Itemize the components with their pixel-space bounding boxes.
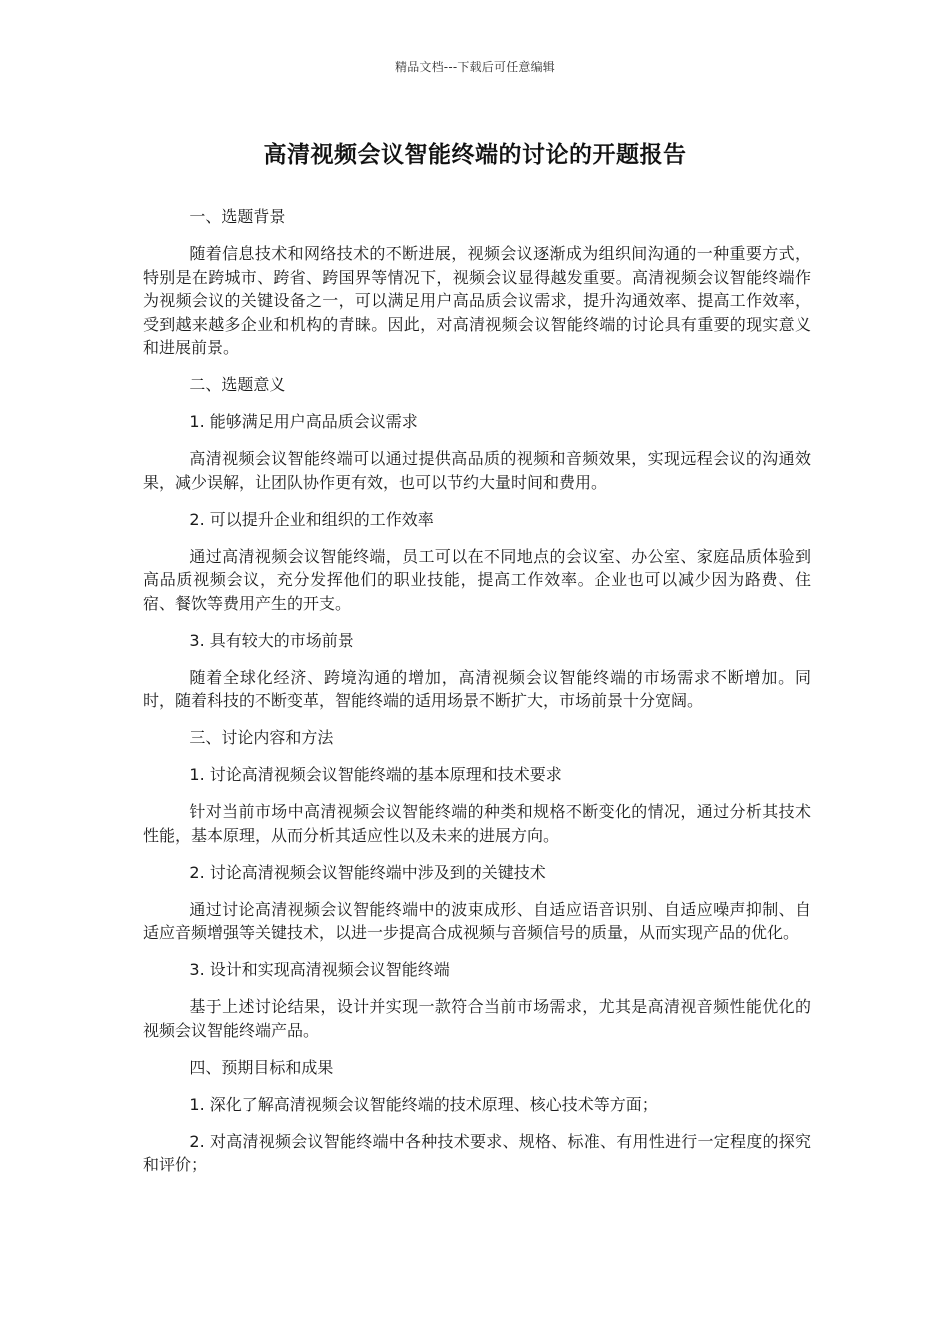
document-title: 高清视频会议智能终端的讨论的开题报告: [263, 142, 687, 168]
paragraph-background: 随着信息技术和网络技术的不断进展，视频会议逐渐成为组织间沟通的一种重要方式，特别是在跨城市、跨省、跨国界等情况下，视频会议显得越发重要。高清视频会议智能终端作为视频会议的关键设备之一，可以满足用户高品质会议需求，提升沟通效率、提高工作效率，受到越来越多企业和机构的青睐。因此，对高清视频会议智能终端的讨论具有重要的现实意义和进展前景。: [143, 244, 811, 357]
paragraph-significance-3: 随着全球化经济、跨境沟通的增加，高清视频会议智能终端的市场需求不断增加。同时，随着科技的不断变革，智能终端的适用场景不断扩大，市场前景十分宽阔。: [143, 667, 811, 710]
section-heading-significance: 二、选题意义: [189, 375, 286, 394]
section-heading-background: 一、选题背景: [189, 207, 286, 226]
subheading-significance-2: 2. 可以提升企业和组织的工作效率: [189, 509, 434, 529]
section-heading-content-methods: 三、讨论内容和方法: [189, 728, 334, 747]
paragraph-content-2: 通过讨论高清视频会议智能终端中的波束成形、自适应语音识别、自适应噪声抑制、自适应音频增强等关键技术，以进一步提高合成视频与音频信号的质量，从而实现产品的优化。: [143, 899, 811, 942]
subheading-content-2: 2. 讨论高清视频会议智能终端中涉及到的关键技术: [189, 862, 546, 882]
subheading-significance-1: 1. 能够满足用户高品质会议需求: [189, 412, 418, 431]
paragraph-content-1: 针对当前市场中高清视频会议智能终端的种类和规格不断变化的情况，通过分析其技术性能，基本原理，从而分析其适应性以及未来的进展方向。: [143, 802, 811, 845]
document-body: [143, 205, 811, 1190]
subheading-content-3: 3. 设计和实现高清视频会议智能终端: [189, 960, 450, 979]
header-note: 精品文档---下载后可任意编辑: [395, 60, 555, 74]
paragraph-significance-1: 高清视频会议智能终端可以通过提供高品质的视频和音频效果，实现远程会议的沟通效果，减少误解，让团队协作更有效，也可以节约大量时间和费用。: [143, 449, 811, 492]
paragraph-content-3: 基于上述讨论结果，设计并实现一款符合当前市场需求，尤其是高清视音频性能优化的视频会议智能终端产品。: [143, 997, 811, 1040]
section-heading-goals: 四、预期目标和成果: [189, 1057, 334, 1077]
subheading-content-1: 1. 讨论高清视频会议智能终端的基本原理和技术要求: [189, 765, 562, 784]
list-item-goal-2: 2. 对高清视频会议智能终端中各种技术要求、规格、标准、有用性进行一定程度的探究和评价；: [143, 1131, 811, 1174]
subheading-significance-3: 3. 具有较大的市场前景: [189, 630, 354, 650]
list-item-goal-1: 1. 深化了解高清视频会议智能终端的技术原理、核心技术等方面；: [189, 1094, 658, 1114]
paragraph-significance-2: 通过高清视频会议智能终端，员工可以在不同地点的会议室、办公室、家庭品质体验到高品质视频会议，充分发挥他们的职业技能，提高工作效率。企业也可以减少因为路费、住宿、餐饮等费用产生的开支。: [143, 546, 811, 613]
